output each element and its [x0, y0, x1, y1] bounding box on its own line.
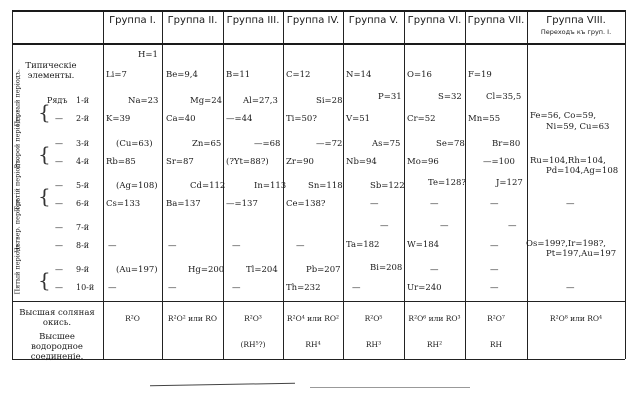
empty-dash: —	[232, 241, 241, 251]
brace-icon: {	[38, 184, 51, 208]
row-dash: —	[55, 139, 63, 148]
element-cell: —=72	[316, 139, 343, 149]
brace-icon: {	[38, 268, 51, 292]
empty-dash: —	[430, 265, 439, 275]
oxide-formula: R²O⁶ или RO³	[408, 314, 461, 323]
element-cell: (Au=197)	[116, 265, 158, 275]
oxide-formula: R²O² или RO	[167, 314, 218, 323]
empty-dash: —	[168, 283, 177, 293]
higher-oxide-label: Высшая соляная окись.	[19, 308, 95, 328]
oxide-formula: R²O	[125, 314, 140, 323]
element-cell: Cd=112	[190, 181, 226, 191]
group8-triad-cell: Fe=56, Co=59,	[530, 111, 597, 121]
element-cell: (Ag=108)	[116, 181, 158, 191]
hydride-formula: (RH⁵?)	[240, 340, 266, 349]
row-dash: —	[55, 283, 63, 292]
element-cell: —=44	[226, 114, 253, 124]
group8-triad-cell: Os=199?,Ir=198?,	[526, 239, 606, 249]
element-cell: Sr=87	[166, 157, 194, 167]
empty-dash: —	[108, 283, 117, 293]
element-cell: Tl=204	[246, 265, 278, 275]
element-cell: —=68	[254, 139, 281, 149]
empty-dash: —	[490, 265, 499, 275]
element-cell: K=39	[106, 114, 131, 124]
oxide-divider	[12, 301, 625, 302]
element-cell: P=31	[378, 92, 402, 102]
scan-artifact-line	[150, 383, 295, 387]
group-header-6: Группа VI.	[407, 15, 462, 26]
element-cell: Ur=240	[407, 283, 442, 293]
column-divider	[103, 10, 104, 359]
element-cell: Mg=24	[190, 96, 223, 106]
row-dash: —	[55, 157, 63, 166]
element-cell: (Cu=63)	[116, 139, 153, 149]
element-cell: (?Yt=88?)	[226, 157, 269, 167]
element-cell: Br=80	[492, 139, 521, 149]
empty-dash: —	[508, 221, 517, 231]
element-cell: Zr=90	[286, 157, 314, 167]
element-cell: As=75	[372, 139, 401, 149]
oxide-formula: R²O⁴ или RO²	[286, 314, 340, 323]
element-cell: Pb=207	[306, 265, 341, 275]
row-dash: —	[55, 181, 63, 190]
period-label-5: Пятый періодъ.	[13, 241, 22, 295]
element-cell: Bi=208	[370, 263, 403, 273]
table-border-right	[625, 10, 626, 359]
empty-dash: —	[370, 199, 379, 209]
row-label-8: 8-й	[76, 241, 90, 250]
element-cell: Ti=50?	[286, 114, 317, 124]
element-cell: Hg=200	[188, 265, 225, 275]
row-word: Рядъ	[47, 96, 68, 105]
hydride-formula: RH	[489, 340, 503, 349]
empty-dash: —	[352, 283, 361, 293]
scan-artifact-line	[310, 387, 470, 388]
element-cell: Rb=85	[106, 157, 136, 167]
empty-dash: —	[430, 199, 439, 209]
typical-elements-label: Типическіе элементы.	[25, 61, 77, 81]
element-cell: Zn=65	[192, 139, 222, 149]
period-label-4: Четвер. періодъ.	[13, 195, 22, 253]
hydride-formula: RH⁴	[305, 340, 321, 349]
hydride-formula: RH²	[426, 340, 443, 349]
row-dash: —	[55, 223, 63, 232]
empty-dash: —	[490, 199, 499, 209]
element-cell: Nb=94	[346, 157, 377, 167]
element-cell: S=32	[438, 92, 462, 102]
element-cell: Cs=133	[106, 199, 141, 209]
empty-dash: —	[490, 241, 499, 251]
group-header-4: Группа IV.	[286, 15, 340, 26]
higher-hydride-label: Высшее водородное соединеніе.	[30, 332, 84, 362]
row-dash: —	[55, 199, 63, 208]
element-cell: B=11	[226, 70, 251, 80]
row-label-5: 5-й	[76, 181, 90, 190]
element-cell: Mo=96	[407, 157, 439, 167]
element-cell: W=184	[407, 240, 440, 250]
oxide-formula: R²O⁵	[364, 314, 383, 323]
element-cell: Se=78	[436, 139, 465, 149]
element-cell: F=19	[468, 70, 492, 80]
element-cell: Ce=138?	[286, 199, 326, 209]
table-border-bottom	[12, 359, 625, 360]
element-cell: Ca=40	[166, 114, 196, 124]
element-cell: Sb=122	[370, 181, 405, 191]
group-header-5: Группа V.	[348, 15, 399, 26]
group-header-8: Группа VIII.	[546, 15, 606, 26]
group8-triad-cell: Pd=104,Ag=108	[546, 166, 619, 176]
element-cell: Te=128?	[428, 178, 466, 188]
element-cell: Na=23	[128, 96, 159, 106]
empty-dash: —	[380, 221, 389, 231]
empty-dash: —	[232, 283, 241, 293]
header-divider	[12, 43, 625, 45]
group-header-1: Группа I.	[109, 15, 156, 26]
element-cell: —=100	[483, 157, 515, 167]
period-label-2: Второй періодъ.	[13, 113, 22, 169]
element-cell: Ba=137	[166, 199, 201, 209]
row-label-10: 10-й	[76, 283, 95, 292]
hydride-formula: RH³	[365, 340, 382, 349]
column-divider	[527, 10, 528, 359]
empty-dash: —	[566, 283, 575, 293]
group-header-3: Группа III.	[226, 15, 280, 26]
row-label-6: 6-й	[76, 199, 90, 208]
element-cell: O=16	[407, 70, 432, 80]
period-label-3: Третій періодъ.	[13, 157, 22, 211]
row-dash: —	[55, 114, 63, 123]
element-cell: Mn=55	[468, 114, 501, 124]
column-divider	[162, 10, 163, 359]
group-header-2: Группа II.	[167, 15, 218, 26]
element-cell: Si=28	[316, 96, 343, 106]
brace-icon: {	[38, 142, 51, 166]
empty-dash: —	[566, 199, 575, 209]
group8-triad-cell: Ni=59, Cu=63	[546, 122, 610, 132]
element-cell: N=14	[346, 70, 372, 80]
row-dash: —	[55, 265, 63, 274]
element-cell: J=127	[496, 178, 523, 188]
element-cell: Cl=35,5	[486, 92, 522, 102]
column-divider	[343, 10, 344, 359]
brace-icon: {	[38, 100, 51, 124]
row-label-3: 3-й	[76, 139, 90, 148]
empty-dash: —	[490, 283, 499, 293]
element-cell: C=12	[286, 70, 311, 80]
row-label-2: 2-й	[76, 114, 90, 123]
row-label-7: 7-й	[76, 223, 90, 232]
element-cell: Sn=118	[308, 181, 343, 191]
empty-dash: —	[296, 241, 305, 251]
group-8-subtitle: Переходъ къ груп. I.	[540, 28, 612, 36]
row-dash: —	[55, 241, 63, 250]
row-label-9: 9-й	[76, 265, 90, 274]
element-cell: Th=232	[286, 283, 321, 293]
element-cell: H=1	[138, 50, 158, 60]
oxide-formula: R²O⁸ или RO⁴	[549, 314, 603, 323]
element-cell: V=51	[346, 114, 371, 124]
empty-dash: —	[108, 241, 117, 251]
oxide-formula: R²O⁷	[487, 314, 505, 323]
element-cell: Li=7	[106, 70, 127, 80]
element-cell: —=137	[226, 199, 258, 209]
element-cell: Al=27,3	[243, 96, 278, 106]
row-label-1: 1-й	[76, 96, 90, 105]
empty-dash: —	[440, 221, 449, 231]
oxide-formula: R²O³	[244, 314, 262, 323]
group8-triad-cell: Pt=197,Au=197	[546, 249, 617, 259]
period-label-1: Первый періодъ.	[13, 69, 22, 127]
element-cell: In=113	[254, 181, 287, 191]
row-label-4: 4-й	[76, 157, 90, 166]
group-header-7: Группа VII.	[467, 15, 525, 26]
element-cell: Ta=182	[346, 240, 380, 250]
empty-dash: —	[168, 241, 177, 251]
element-cell: Cr=52	[407, 114, 436, 124]
element-cell: Be=9,4	[166, 70, 198, 80]
group8-triad-cell: Ru=104,Rh=104,	[530, 156, 606, 166]
table-border-top	[12, 10, 625, 12]
